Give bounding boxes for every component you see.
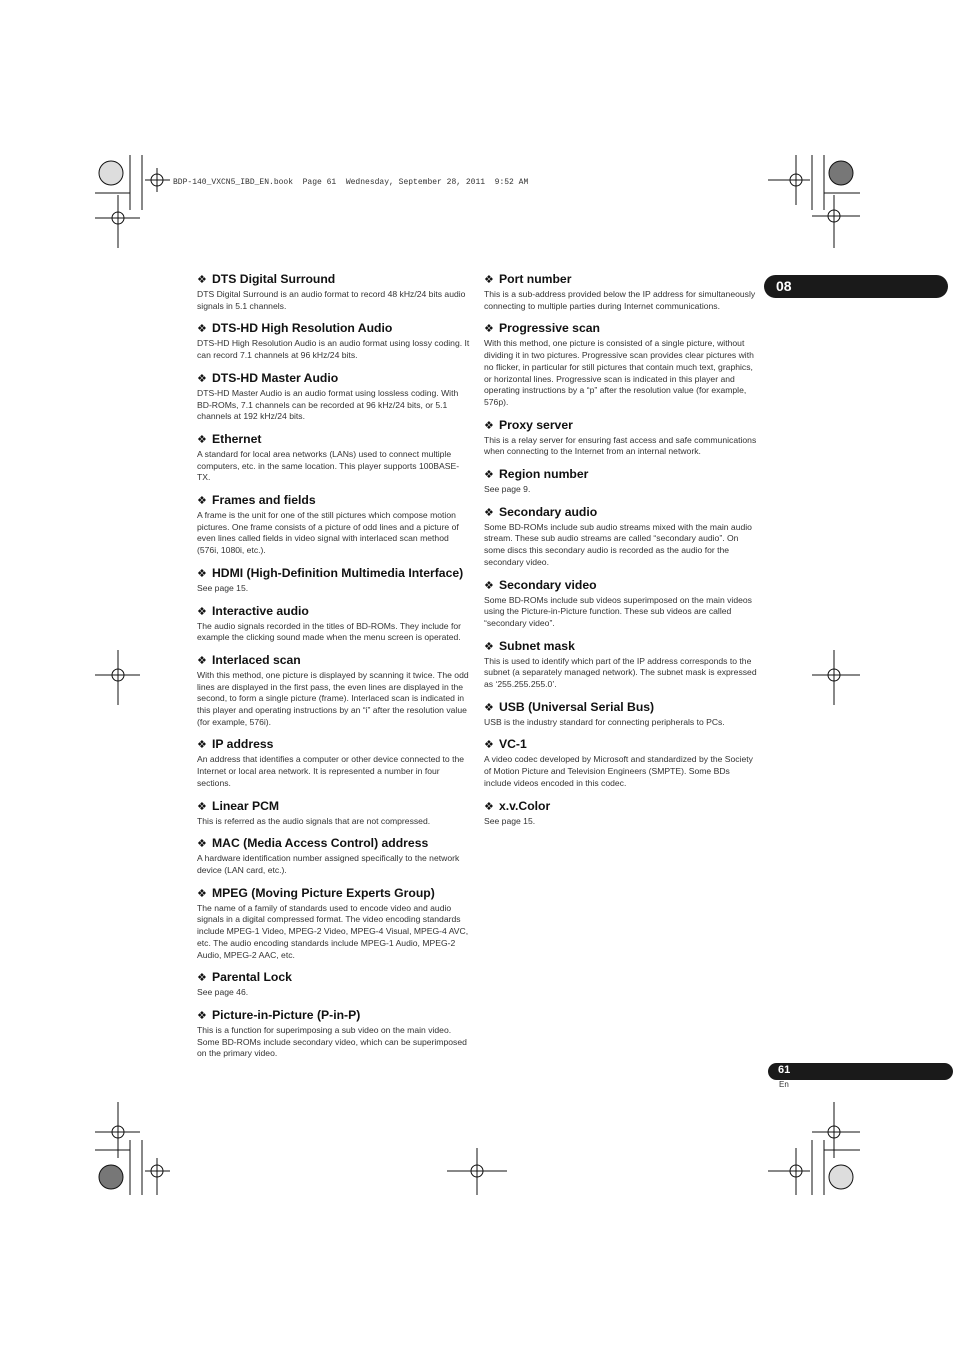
glossary-term-title: Subnet mask [499, 638, 575, 653]
glossary-definition: The audio signals recorded in the titles of BD-ROMs. They include for example the clicking sound made when the menu screen is operated. [197, 620, 461, 643]
glossary-term-title: DTS-HD Master Audio [212, 370, 339, 385]
diamond-bullet-icon: ❖ [484, 323, 494, 336]
glossary-definition: The name of a family of standards used to encode video and audio signals in a digital compressed format. The video encoding standards include MPEG-1 Video, MPEG-2 Video, MPEG-4 Visual, MPEG-4 AVC, etc. The audio encoding standards include MPEG-1 Audio, MPEG-2 Audio, MPEG-2 AAC, etc. [197, 902, 469, 960]
diamond-bullet-icon: ❖ [197, 495, 207, 508]
diamond-bullet-icon: ❖ [197, 567, 207, 580]
diamond-bullet-icon: ❖ [197, 887, 207, 900]
glossary-entry [484, 321, 758, 408]
language-code: En [779, 1080, 789, 1089]
glossary-entry [197, 566, 471, 595]
glossary-definition: DTS-HD Master Audio is an audio format using lossless coding. With BD-ROMs, 7.1 channels can be recorded at 96 kHz/24 bits, or 5.1 channels at 192 kHz/24 bits. [197, 387, 459, 422]
glossary-definition: DTS Digital Surround is an audio format to record 48 kHz/24 bits audio signals in 5.1 channels. [197, 289, 466, 311]
diamond-bullet-icon: ❖ [484, 506, 494, 519]
glossary-definition: Some BD-ROMs include sub videos superimposed on the main videos using the Picture-in-Picture function. These sub videos are called “secondary video”. [484, 594, 752, 628]
glossary-term-title: VC-1 [499, 737, 527, 752]
glossary-entry [197, 1008, 471, 1060]
glossary-definition: This is used to identify which part of the IP address corresponds to the subnet (a separately managed network). The subnet mask is expressed as ‘255.255.255.0’. [484, 655, 757, 690]
diamond-bullet-icon: ❖ [197, 372, 207, 385]
diamond-bullet-icon: ❖ [484, 701, 494, 714]
chapter-tab [764, 275, 948, 298]
glossary-term-title: Secondary video [499, 577, 597, 592]
glossary-term [197, 272, 471, 287]
glossary-term [484, 639, 758, 654]
glossary-definition: This is a sub-address provided below the IP address for simultaneously connecting to multiple parties during Internet communications. [484, 289, 756, 311]
glossary-term-title: USB (Universal Serial Bus) [499, 699, 655, 714]
glossary-definition: See page 15. [484, 815, 536, 826]
glossary-entry [197, 653, 471, 729]
glossary-entry [484, 578, 758, 630]
glossary-term-title: Secondary audio [499, 504, 598, 519]
glossary-entry [197, 432, 471, 484]
glossary-term [484, 700, 758, 715]
glossary-entry [484, 467, 758, 496]
diamond-bullet-icon: ❖ [197, 274, 207, 286]
glossary-entry [484, 737, 758, 789]
glossary-entry [197, 970, 471, 999]
glossary-term [484, 418, 758, 433]
diamond-bullet-icon: ❖ [197, 739, 207, 752]
glossary-term-title: Interactive audio [212, 603, 309, 618]
glossary-term [484, 272, 758, 287]
glossary-term-title: Interlaced scan [212, 652, 301, 667]
print-header-file-info: BDP-140_VXCN5_IBD_EN.book Page 61 Wednesday, September 28, 2011 9:52 AM [173, 178, 529, 187]
diamond-bullet-icon: ❖ [484, 579, 494, 592]
glossary-term [197, 321, 471, 336]
glossary-term-title: Proxy server [499, 417, 573, 432]
diamond-bullet-icon: ❖ [197, 1009, 207, 1022]
glossary-term-title: Linear PCM [212, 798, 280, 813]
diamond-bullet-icon: ❖ [197, 654, 207, 667]
glossary-term [197, 970, 471, 985]
glossary-term-title: MAC (Media Access Control) address [212, 836, 429, 851]
glossary-entry [197, 371, 471, 423]
glossary-definition: A standard for local area networks (LANs) used to connect multiple computers, etc. in the same location. This player supports 100BASE-TX. [197, 448, 460, 483]
glossary-definition: See page 46. [197, 987, 249, 998]
glossary-definition: An address that identifies a computer or other device connected to the Internet or local area network. It is represented a number in four sections. [197, 754, 465, 788]
diamond-bullet-icon: ❖ [197, 800, 207, 813]
glossary-entry [197, 321, 471, 361]
glossary-entry [197, 604, 471, 644]
diamond-bullet-icon: ❖ [197, 605, 207, 618]
glossary-term-title: Picture-in-Picture (P-in-P) [212, 1007, 361, 1022]
glossary-term-title: DTS Digital Surround [212, 272, 336, 286]
glossary-term [197, 653, 471, 668]
glossary-definition: This is referred as the audio signals that are not compressed. [197, 815, 431, 826]
glossary-term-title: Region number [499, 467, 589, 482]
glossary-definition: This is a relay server for ensuring fast access and safe communications when connecting to the Internet from an internal network. [484, 434, 757, 457]
glossary-definition: See page 15. [197, 582, 249, 593]
diamond-bullet-icon: ❖ [484, 640, 494, 653]
glossary-entry [197, 493, 471, 557]
glossary-definition: With this method, one picture is displayed by scanning it twice. The odd lines are displayed in the first pass, the even lines are displayed in the second, to form a single picture (frame). Interlaced scan is indicated in this player and operating instructions by an “i” after the resolution value (for example, 576i). [197, 669, 469, 727]
glossary-definition: DTS-HD High Resolution Audio is an audio format using lossy coding. It can record 7.1 channels at 96 kHz/24 bits. [197, 338, 470, 361]
glossary-term [484, 321, 758, 336]
glossary-term-title: Port number [499, 272, 572, 286]
glossary-term [197, 799, 471, 814]
glossary-term [197, 1008, 471, 1023]
glossary-entry [197, 272, 471, 312]
glossary-entry [484, 799, 758, 828]
glossary-term [484, 578, 758, 593]
glossary-term-title: Progressive scan [499, 321, 600, 336]
glossary-definition: A frame is the unit for one of the still pictures which compose motion pictures. One frame consists of a picture of odd lines and a picture of even lines called fields in video signal with interlaced scan method (576i, 1080i, etc.). [197, 510, 459, 556]
glossary-entry [484, 505, 758, 569]
diamond-bullet-icon: ❖ [484, 800, 494, 813]
glossary-definition: A video codec developed by Microsoft and standardized by the Society of Motion Picture and Television Engineers (SMPTE). Some BDs include videos encoded in this codec. [484, 754, 753, 788]
glossary-term-title: Ethernet [212, 431, 262, 446]
glossary-term [197, 371, 471, 386]
glossary-entry [484, 272, 758, 312]
glossary-term-title: MPEG (Moving Picture Experts Group) [212, 885, 435, 900]
glossary-entry [197, 737, 471, 789]
glossary-term [484, 799, 758, 814]
diamond-bullet-icon: ❖ [484, 739, 494, 752]
glossary-term-title: Frames and fields [212, 493, 316, 508]
glossary-definition: A hardware identification number assigned specifically to the network device (LAN card, etc.). [197, 853, 460, 875]
glossary-entry [484, 700, 758, 729]
glossary-term [197, 836, 471, 851]
glossary-entry [484, 418, 758, 458]
glossary-definition: See page 9. [484, 484, 531, 495]
glossary-entry [197, 886, 471, 962]
glossary-entry [197, 799, 471, 828]
page-number-tab [768, 1063, 953, 1080]
diamond-bullet-icon: ❖ [484, 469, 494, 482]
glossary-definition: This is a function for superimposing a sub video on the main video. Some BD-ROMs include secondary video, which can be superimposed on the primary video. [197, 1024, 467, 1059]
glossary-term [197, 493, 471, 508]
glossary-term [484, 737, 758, 752]
diamond-bullet-icon: ❖ [197, 433, 207, 446]
glossary-term [197, 604, 471, 619]
glossary-entry [484, 639, 758, 691]
glossary-definition: With this method, one picture is consisted of a single picture, without dividing it in two pictures. Progressive scan provides clear pictures with no flicker, in particular for still pictures that contain much text, graphics, or horizontal lines. Progressive scan is indicated in this player and operating instructions by a “p” after the resolution value (for example, 576p). [484, 338, 754, 407]
glossary-term-title: x.v.Color [499, 798, 551, 813]
glossary-term [197, 737, 471, 752]
diamond-bullet-icon: ❖ [197, 323, 207, 336]
glossary-term-title: HDMI (High-Definition Multimedia Interface) [212, 565, 464, 580]
chapter-number: 08 [776, 278, 792, 294]
glossary-term [197, 566, 471, 581]
glossary-term [197, 886, 471, 901]
glossary-term [197, 432, 471, 447]
glossary-term-title: Parental Lock [212, 970, 292, 985]
diamond-bullet-icon: ❖ [197, 838, 207, 851]
glossary-term-title: IP address [212, 737, 274, 752]
glossary-term [484, 505, 758, 520]
glossary-entry [197, 836, 471, 876]
glossary-term-title: DTS-HD High Resolution Audio [212, 321, 393, 336]
page-number: 61 [778, 1064, 791, 1076]
glossary-left-column [197, 272, 471, 1069]
diamond-bullet-icon: ❖ [197, 972, 207, 985]
diamond-bullet-icon: ❖ [484, 274, 494, 286]
glossary-definition: Some BD-ROMs include sub audio streams mixed with the main audio stream. These sub audio streams are called “secondary audio”. On some discs this secondary audio is recorded as the audio for the secondary video. [484, 521, 752, 567]
glossary-right-column [484, 272, 758, 836]
diamond-bullet-icon: ❖ [484, 419, 494, 432]
glossary-definition: USB is the industry standard for connecting peripherals to PCs. [484, 716, 725, 727]
glossary-term [484, 467, 758, 482]
